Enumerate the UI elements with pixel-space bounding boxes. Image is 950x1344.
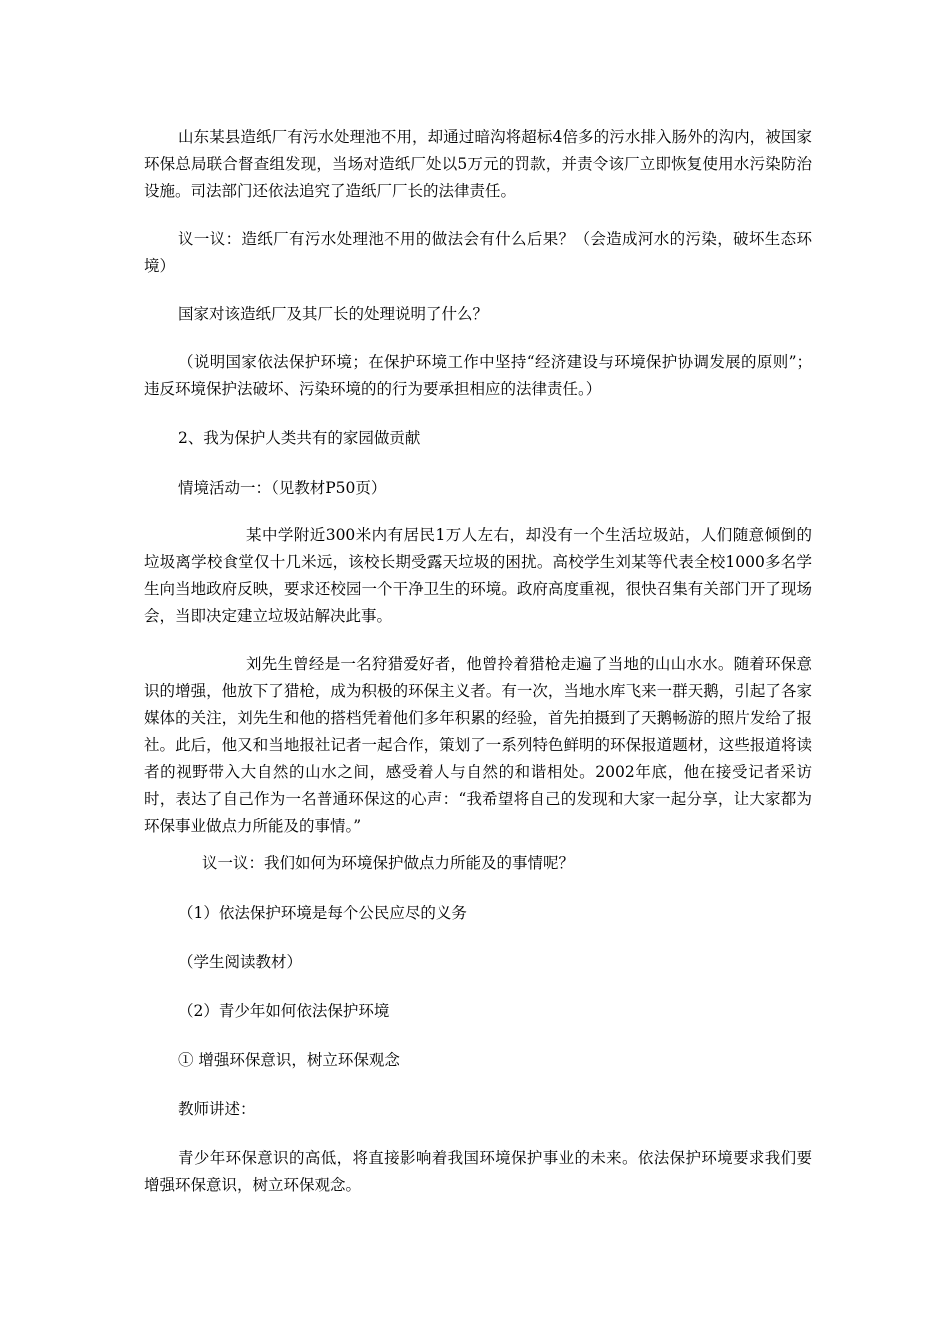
paragraph-factory-case: 山东某县造纸厂有污水处理池不用，却通过暗沟将超标4倍多的污水排入肠外的沟内，被国家环保总局联合督查组发现，当场对造纸厂处以5万元的罚款，并责令该厂立即恢复使用水污染防治设施。司法部门还依法追究了造纸厂厂长的法律责任。 — [144, 128, 812, 200]
item-student-reading: （学生阅读教材） — [178, 953, 303, 971]
paragraph-discussion-how: 议一议：我们如何为环境保护做点力所能及的事情呢？ — [202, 854, 575, 872]
paragraph-youth-awareness: 青少年环保意识的高低，将直接影响着我国环境保护事业的未来。依法保护环境要求我们要增强环保意识，树立环保观念。 — [144, 1149, 812, 1194]
section-heading-contribute: 2、我为保护人类共有的家园做贡献 — [178, 429, 421, 447]
paragraph-mr-liu: 刘先生曾经是一名狩猎爱好者，他曾拎着猎枪走遍了当地的山山水水。随着环保意识的增强，他放下了猎枪，成为积极的环保主义者。有一次，当地水库飞来一群天鹅，引起了各家媒体的关注，刘先生和他的搭档凭着他们多年积累的经验，首先拍摄到了天鹅畅游的照片发给了报社。此后，他又和当地报社记者一起合作，策划了一系列特色鲜明的环保报道题材，这些报道将读者的视野带入大自然的山水之间，感受着人与自然的和谐相处。2002年底，他在接受记者采访时，表达了自己作为一名普通环保这的心声：“我希望将自己的发现和大家一起分享，让大家都为环保事业做点力所能及的事情。” — [144, 655, 812, 835]
paragraph-explanation: （说明国家依法保护环境；在保护环境工作中坚持“经济建设与环境保护协调发展的原则”；违反环境保护法破坏、污染环境的的行为要承担相应的法律责任。） — [144, 353, 812, 398]
item-duty: （1）依法保护环境是每个公民应尽的义务 — [178, 904, 467, 922]
item-awareness: ① 增强环保意识，树立环保观念 — [178, 1051, 400, 1069]
paragraph-discussion-consequence: 议一议：造纸厂有污水处理池不用的做法会有什么后果？（会造成河水的污染，破坏生态环境） — [144, 230, 812, 275]
paragraph-question-handling: 国家对该造纸厂及其厂长的处理说明了什么？ — [178, 305, 489, 323]
paragraph-situation-activity: 情境活动一：（见教材P50页） — [178, 479, 387, 497]
item-youth-protect: （2）青少年如何依法保护环境 — [178, 1002, 390, 1020]
paragraph-school-garbage: 某中学附近300米内有居民1万人左右，却没有一个生活垃圾站，人们随意倾倒的垃圾离学校食堂仅十几米远，该校长期受露天垃圾的困扰。高校学生刘某等代表全校1000多名学生向当地政府反映，要求还校园一个干净卫生的环境。政府高度重视，很快召集有关部门开了现场会，当即决定建立垃圾站解决此事。 — [144, 526, 812, 625]
item-teacher-narration: 教师讲述： — [178, 1100, 256, 1118]
